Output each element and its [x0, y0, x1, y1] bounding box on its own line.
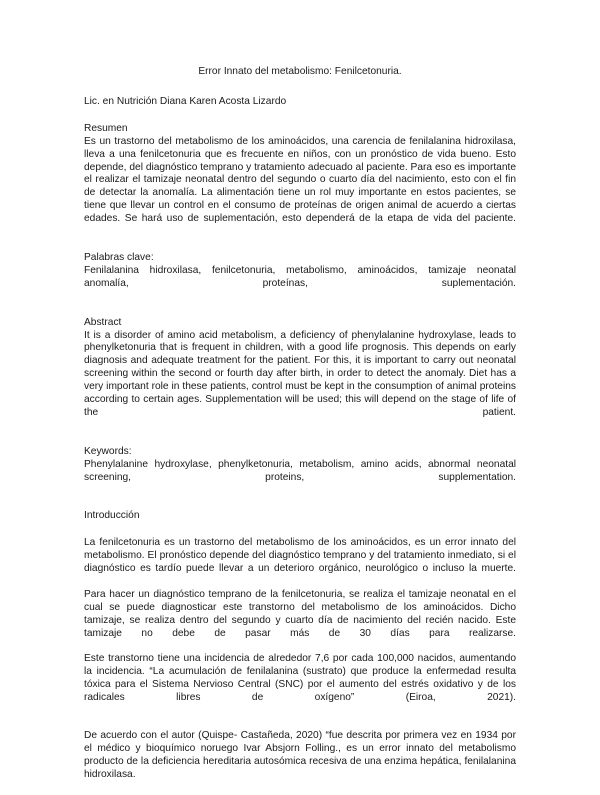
resumen-heading: Resumen [84, 122, 128, 134]
introduccion-heading: Introducción [84, 510, 140, 522]
abstract-text: It is a disorder of amino acid metabolism, a deficiency of phenylalanine hydroxylase, leads to phenylketonuria that is frequent in children, with a good life prognosis. This depends on early diagnosis and adequate treatment for the patient. For this, it is important to carry out neonatal screening within the second or fourth day after birth, in order to detect the anomaly. Diet has a very important role in these patients, control must be kept in the consumption of animal proteins according to certain ages. Supplementation will be used; this will depend on the stage of life of the patient. [84, 329, 516, 418]
keywords-heading: Keywords: [84, 445, 132, 457]
document-title: Error Innato del metabolismo: Fenilcetonuria. [198, 66, 402, 77]
palabras-clave-text: Fenilalanina hidroxilasa, fenilcetonuria, metabolismo, aminoácidos, tamizaje neonatal anomalía, proteínas, suplementación. [84, 264, 516, 289]
intro-paragraph-4: De acuerdo con el autor (Quispe- Castañeda, 2020) “fue descrita por primera vez en 1934 por el médico y bioquímico noruego Ivar Absjorn Folling., es un error innato del metabolismo producto de la deficiencia hereditaria autosómica recesiva de una enzima hepática, fenilalanina hidroxilasa. [84, 729, 516, 780]
abstract-heading: Abstract [84, 316, 122, 328]
resumen-section [84, 123, 516, 239]
resumen-text: Es un trastorno del metabolismo de los aminoácidos, una carencia de fenilalanina hidroxilasa, lleva a una fenilcetonuria que es frecuente en niños, con un pronóstico de vida bueno. Esto depende, del diagnóstico temprano y tratamiento adecuado al paciente. Para eso es importante el realizar el tamizaje neonatal dentro del segundo o cuarto día del nacimiento, esto con el fin de detectar la anomalía. La alimentación tiene un rol muy importante en estos pacientes, se tiene que llevar un control en el consumo de proteínas de origen animal de acuerdo a ciertas edades. Se hará uso de suplementación, esto dependerá de la etapa de vida del paciente. [84, 135, 516, 225]
intro-paragraph-3: Este transtorno tiene una incidencia de alrededor 7,6 por cada 100,000 nacidos, aumentando la incidencia. “La acumulación de fenilalanina (sustrato) que produce la enfermedad resulta tóxica para el Sistema Nervioso Central (SNC) por el aumento del estrés oxidativo y de los radicales libres de oxígeno” (Eiroa, 2021). [84, 653, 516, 704]
author-line: Lic. en Nutrición Diana Karen Acosta Lizardo [84, 95, 287, 107]
keywords-text: Phenylalanine hydroxylase, phenylketonuria, metabolism, amino acids, abnormal neonatal screening, proteins, supplementation. [84, 458, 516, 483]
document-body [84, 66, 516, 795]
keywords-section [84, 446, 516, 498]
intro-paragraph-1: La fenilcetonuria es un trastorno del metabolismo de los aminoácidos, es un error innato del metabolismo. El pronóstico depende del diagnóstico temprano y del tratamiento inmediato, si el diagnóstico es tardío puede llevar a un deterioro orgánico, neurológico o incluso la muerte. [84, 537, 516, 575]
intro-paragraph-2: Para hacer un diagnóstico temprano de la fenilcetonuria, se realiza el tamizaje neonatal en el cual se puede diagnosticar este transtorno del metabolismo de los aminoácidos. Dicho tamizaje, se realiza dentro del segundo y cuarto día de nacimiento del recién nacido. Este tamizaje no debe de pasar más de 30 días para realizarse. [84, 588, 516, 639]
abstract-section [84, 317, 516, 433]
palabras-clave-section [84, 252, 516, 304]
palabras-clave-heading: Palabras clave: [84, 251, 154, 263]
